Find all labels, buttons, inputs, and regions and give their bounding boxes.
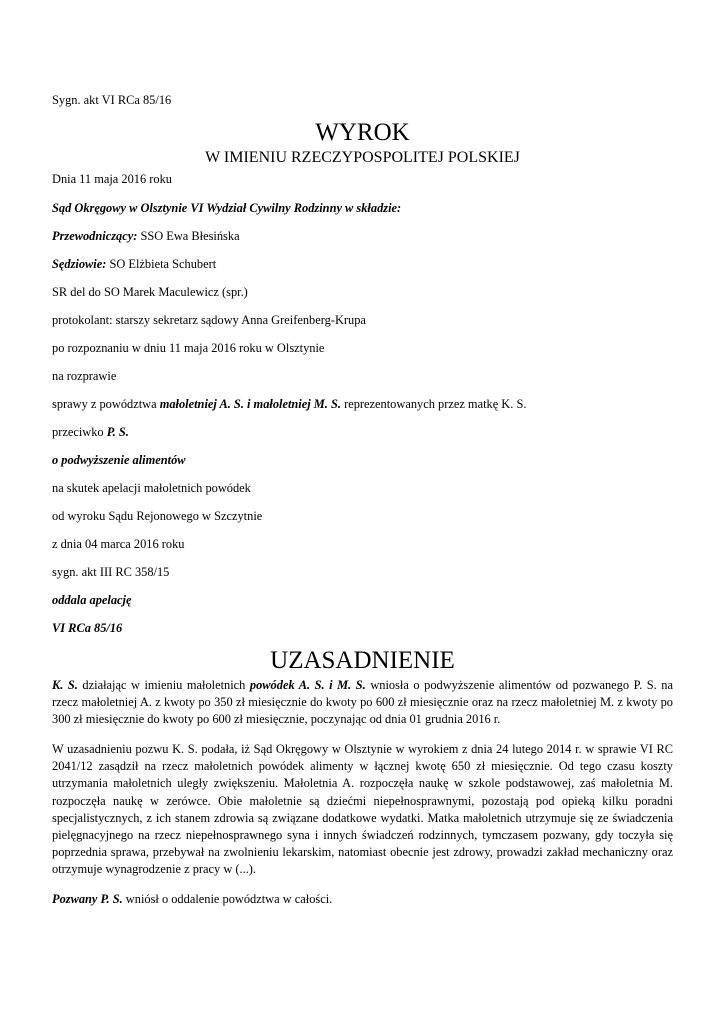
case-signature: Sygn. akt VI RCa 85/16 bbox=[52, 93, 172, 107]
p3-name: Pozwany P. S. bbox=[52, 892, 123, 907]
chair-label: Przewodniczący: bbox=[52, 229, 138, 243]
lower-court-date: z dnia 04 marca 2016 roku bbox=[52, 537, 185, 551]
judges-line bbox=[52, 256, 673, 273]
p1-plaintiffs: powódek A. S. i M. S. bbox=[249, 678, 366, 692]
defendant-name: P. S. bbox=[106, 425, 129, 439]
p3-rest: wniósł o oddalenie powództwa w całości. bbox=[122, 892, 333, 907]
court-name: Sąd Okręgowy w Olsztynie VI Wydział Cywilny Rodzinny w składzie: bbox=[52, 201, 402, 215]
against-prefix: przeciwko bbox=[52, 425, 107, 439]
p1-rest: wniosła o podwyższenie alimentów od pozwanego P. S. na rzecz małoletniej A. z kwoty po 350 zł miesięcznie do kwoty po 600 zł miesięcznie oraz na rzecz małoletniej M. z kwoty po 300 zł miesięcznie do kwoty po 600 zł miesięcznie, poczynając od dnia 01 grudnia 2016 r. bbox=[52, 678, 673, 727]
justification-paragraph-2: W uzasadnieniu pozwu K. S. podała, iż Sąd Okręgowy w Olsztynie w wyrokiem z dnia 24 lutego 2014 r. w sprawie VI RC 2041/12 zasądził na rzecz małoletnich powódek alimenty w łącznej kwotę 650 zł miesięcznie. Od tego czasu koszty utrzymania małoletnich uległy zwiększeniu. Małoletnia A. rozpoczęła naukę w szkole podstawowej, zaś małoletnia M. rozpoczęła naukę w zerówce. Obie małoletnie są dziećmi niepełnosprawnymi, pozostają pod opieką kilku poradni specjalistycznych, z ich stanem zdrowia są związane dodatkowe wydatki. Matka małoletnich utrzymuje się ze świadczenia pielęgnacyjnego na rzecz niepełnosprawnego syna i innych świadczeń rodzinnych, tymczasem pozwany, gdy toczyła się poprzednia sprawa, przebywał na zwolnieniu lekarskim, natomiast obecnie jest zdrowy, prowadzi zakład mechaniczny oraz otrzymuje wynagrodzenie z pracy w (...). bbox=[52, 742, 673, 877]
case-prefix: sprawy z powództwa bbox=[52, 397, 160, 411]
appeal-info: na skutek apelacji małoletnich powódek bbox=[52, 481, 251, 495]
case-plaintiffs: małoletniej A. S. i małoletniej M. S. bbox=[159, 397, 341, 411]
chair-value: SSO Ewa Błesińska bbox=[137, 229, 240, 243]
case-suffix: reprezentowanych przez matkę K. S. bbox=[341, 397, 527, 411]
p1-name: K. S. bbox=[52, 678, 78, 692]
hearing-info: po rozpoznaniu w dniu 11 maja 2016 roku w Olsztynie bbox=[52, 341, 325, 355]
judges-value: SO Elżbieta Schubert bbox=[106, 257, 217, 271]
justification-paragraph-1 bbox=[52, 677, 673, 729]
document-page bbox=[52, 92, 673, 921]
judges-label: Sędziowie: bbox=[52, 257, 107, 271]
case-subject: o podwyższenie alimentów bbox=[52, 453, 186, 467]
lower-court-judgment: od wyroku Sądu Rejonowego w Szczytnie bbox=[52, 509, 263, 523]
document-title: WYROK bbox=[315, 119, 410, 146]
justification-paragraph-3 bbox=[52, 891, 673, 908]
ruling: oddala apelację bbox=[52, 593, 132, 607]
court-clerk: protokolant: starszy sekretarz sądowy Anna Greifenberg-Krupa bbox=[52, 313, 366, 327]
case-parties bbox=[52, 396, 673, 413]
judgment-date: Dnia 11 maja 2016 roku bbox=[52, 172, 172, 186]
p1-mid: działając w imieniu małoletnich bbox=[77, 678, 250, 692]
document-subtitle: W IMIENIU RZECZYPOSPOLITEJ POLSKIEJ bbox=[205, 149, 520, 166]
justification-heading: UZASADNIENIE bbox=[270, 647, 455, 674]
chair-line bbox=[52, 228, 673, 245]
defendant-line bbox=[52, 424, 673, 441]
session-type: na rozprawie bbox=[52, 369, 117, 383]
judge-rapporteur: SR del do SO Marek Maculewicz (spr.) bbox=[52, 285, 248, 299]
lower-court-ref: sygn. akt III RC 358/15 bbox=[52, 565, 170, 579]
case-ref-footer: VI RCa 85/16 bbox=[52, 621, 123, 635]
